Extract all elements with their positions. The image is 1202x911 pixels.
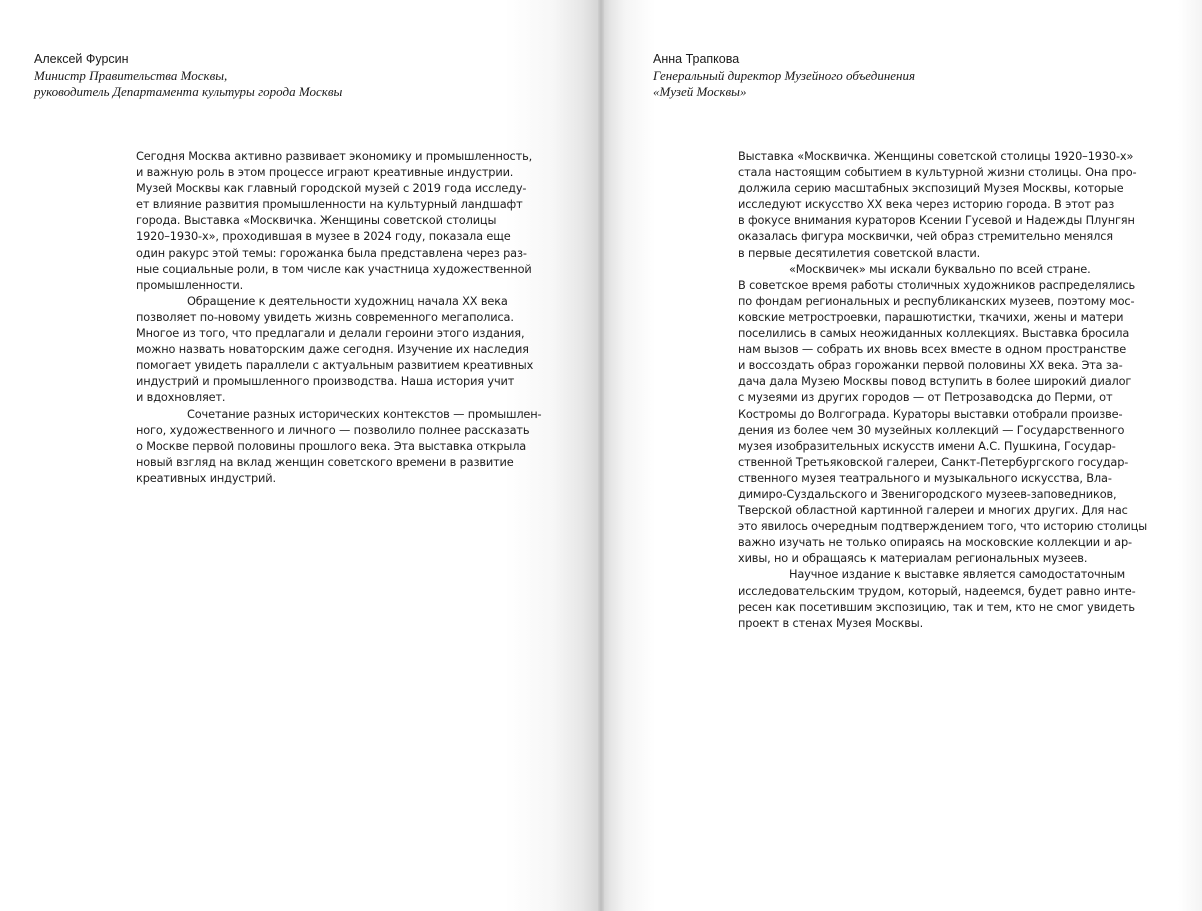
text-line: исследуют искусство XX века через историю города. В этот раз — [738, 197, 1115, 212]
right-page — [601, 0, 1202, 911]
text-line: проект в стенах Музея Москвы. — [738, 615, 924, 630]
author-title-line: Генеральный директор Музейного объединения — [653, 68, 916, 83]
text-line: исследовательским трудом, который, надеемся, будет равно инте- — [738, 583, 1136, 598]
text-line: музея изобразительных искусств имени А.С. Пушкина, Государ- — [738, 438, 1116, 453]
text-line: города. Выставка «Москвичка. Женщины советской столицы — [136, 213, 497, 228]
text-line: ственной Третьяковской галереи, Санкт-Петербургского государ- — [738, 454, 1129, 469]
text-line: в фокусе внимания кураторов Ксении Гусевой и Надежды Плунгян — [738, 213, 1135, 228]
text-line: Многое из того, что предлагали и делали героини этого издания, — [136, 326, 525, 341]
text-line: нам вызов — собрать их вновь всех вместе в одном пространстве — [738, 342, 1127, 357]
text-line: 1920–1930-х», проходившая в музее в 2024 году, показала еще — [136, 229, 511, 244]
text-line: один ракурс этой темы: горожанка была представлена через раз- — [136, 245, 527, 260]
text-line: поселились в самых неожиданных коллекциях. Выставка бросила — [738, 326, 1130, 341]
text-line: Костромы до Волгограда. Кураторы выставки отобрали произве- — [738, 406, 1123, 421]
text-line: стала настоящим событием в культурной жизни столицы. Она про- — [738, 165, 1137, 180]
text-line: и воссоздать образ горожанки первой половины XX века. Эта за- — [738, 358, 1123, 373]
text-line: Тверской областной картинной галереи и многих других. Для нас — [738, 503, 1128, 518]
text-line: Музей Москвы как главный городской музей с 2019 года исследу- — [136, 181, 527, 196]
text-line: Научное издание к выставке является самодостаточным — [789, 567, 1126, 582]
text-line: «Москвичек» мы искали буквально по всей стране. — [789, 261, 1091, 276]
text-line: с музеями из других городов — от Петрозаводска до Перми, от — [738, 390, 1113, 405]
text-line: Выставка «Москвичка. Женщины советской столицы 1920–1930-х» — [738, 149, 1134, 163]
text-line: можно назвать новаторским даже сегодня. Изучение их наследия — [136, 342, 529, 357]
text-line: оказалась фигура москвички, чей образ стремительно менялся — [738, 229, 1113, 244]
body-text-right — [738, 148, 1168, 631]
author-name: Анна Трапкова — [653, 52, 740, 66]
text-line: Сегодня Москва активно развивает экономику и промышленность, — [136, 149, 533, 163]
author-name: Алексей Фурсин — [34, 52, 129, 66]
text-line: промышленности. — [136, 277, 244, 292]
text-line: Сочетание разных исторических контекстов — промышлен- — [187, 406, 542, 421]
text-line: и важную роль в этом процессе играют креативные индустрии. — [136, 165, 514, 180]
text-line: ственного музея театрального и музыкального искусства, Вла- — [738, 470, 1112, 485]
text-line: Обращение к деятельности художниц начала XX века — [187, 293, 508, 308]
text-line: должила серию масштабных экспозиций Музея Москвы, которые — [738, 181, 1124, 196]
text-line: ет влияние развития промышленности на культурный ландшафт — [136, 197, 523, 212]
text-line: помогает увидеть параллели с актуальным развитием креативных — [136, 358, 534, 373]
author-title-line: Министр Правительства Москвы, — [34, 68, 228, 83]
text-line: индустрий и промышленного производства. Наша история учит — [136, 374, 515, 389]
text-line: ные социальные роли, в том числе как участница художественной — [136, 261, 532, 276]
text-line: это явилось очередным подтверждением того, что историю столицы — [738, 519, 1147, 534]
text-line: ного, художественного и личного — позволило полнее рассказать — [136, 422, 530, 437]
text-line: новый взгляд на вклад женщин советского времени в развитие — [136, 454, 514, 469]
text-line: о Москве первой половины прошлого века. Эта выставка открыла — [136, 438, 527, 453]
author-block-left — [34, 52, 342, 99]
text-line: ресен как посетившим экспозицию, так и тем, кто не смог увидеть — [738, 599, 1135, 614]
text-line: димиро-Суздальского и Звенигородского музеев-заповедников, — [738, 486, 1117, 501]
text-line: хивы, но и обращаясь к материалам региональных музеев. — [738, 551, 1088, 566]
text-line: дения из более чем 30 музейных коллекций — Государственного — [738, 422, 1125, 437]
text-line: позволяет по-новому увидеть жизнь современного мегаполиса. — [136, 309, 514, 324]
text-line: креативных индустрий. — [136, 470, 276, 485]
text-line: В советское время работы столичных художников распределялись — [738, 277, 1136, 292]
book-gutter — [598, 0, 604, 911]
text-line: важно изучать не только опираясь на московские коллекции и ар- — [738, 535, 1132, 550]
text-line: и вдохновляет. — [136, 390, 226, 405]
text-line: дача дала Музею Москвы повод вступить в более широкий диалог — [738, 374, 1132, 389]
author-block-right — [653, 52, 915, 99]
author-title-line: руководитель Департамента культуры города Москвы — [34, 83, 343, 99]
text-line: в первые десятилетия советской власти. — [738, 245, 981, 260]
author-title-line: «Музей Москвы» — [653, 83, 747, 99]
body-text-left — [136, 148, 566, 486]
text-line: ковские метростроевки, парашютистки, ткачихи, жены и матери — [738, 309, 1124, 324]
text-line: по фондам региональных и республиканских музеев, поэтому мос- — [738, 293, 1135, 308]
